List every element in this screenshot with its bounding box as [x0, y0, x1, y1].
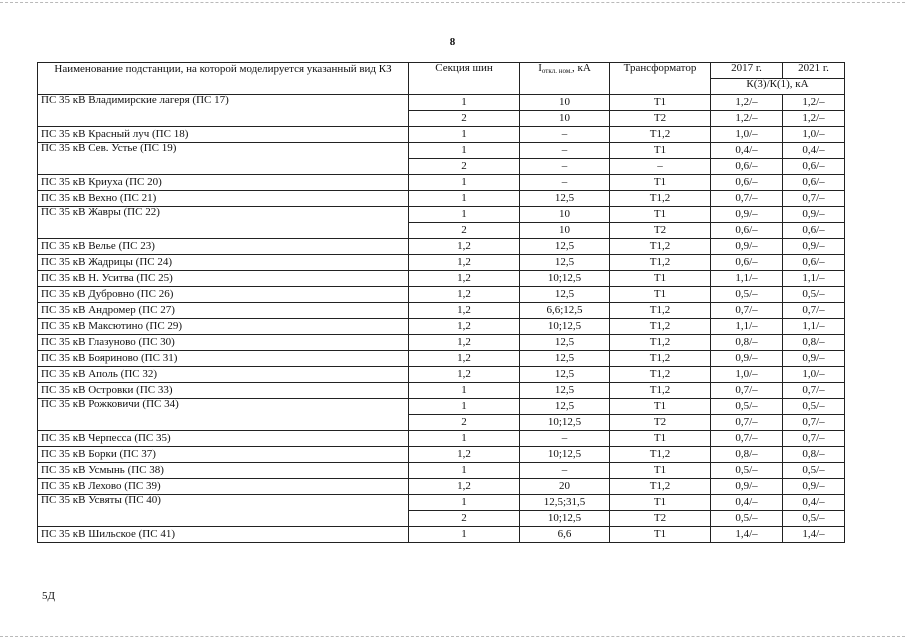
table-body — [38, 95, 845, 543]
current-cell: – — [520, 159, 610, 175]
section-cell: 1 — [409, 431, 520, 447]
table-row — [38, 351, 845, 367]
current-cell: – — [520, 127, 610, 143]
kz-2017-cell: 0,6/– — [711, 175, 783, 191]
table-row — [38, 527, 845, 543]
substation-name-cell: ПС 35 кВ Островки (ПС 33) — [38, 383, 409, 399]
substation-name-cell: ПС 35 кВ Борки (ПС 37) — [38, 447, 409, 463]
header-transformer: Трансформатор — [610, 63, 711, 95]
kz-2017-cell: 0,9/– — [711, 351, 783, 367]
kz-2021-cell: 0,5/– — [783, 287, 845, 303]
transformer-cell: Т1 — [610, 495, 711, 511]
kz-2021-cell: 1,1/– — [783, 271, 845, 287]
section-cell: 1 — [409, 127, 520, 143]
kz-2021-cell: 0,4/– — [783, 143, 845, 159]
section-cell: 1,2 — [409, 351, 520, 367]
current-cell: 10;12,5 — [520, 415, 610, 431]
substation-name-cell: ПС 35 кВ Вехно (ПС 21) — [38, 191, 409, 207]
kz-2017-cell: 0,6/– — [711, 255, 783, 271]
section-cell: 1 — [409, 143, 520, 159]
kz-2017-cell: 1,1/– — [711, 271, 783, 287]
section-cell: 1,2 — [409, 239, 520, 255]
kz-2021-cell: 0,5/– — [783, 399, 845, 415]
kz-2017-cell: 0,7/– — [711, 191, 783, 207]
kz-2017-cell: 0,5/– — [711, 463, 783, 479]
current-cell: 12,5;31,5 — [520, 495, 610, 511]
current-cell: 10;12,5 — [520, 511, 610, 527]
substation-name-cell: ПС 35 кВ Криуха (ПС 20) — [38, 175, 409, 191]
table-row — [38, 287, 845, 303]
kz-2017-cell: 0,9/– — [711, 207, 783, 223]
current-cell: – — [520, 143, 610, 159]
substation-name-cell: ПС 35 кВ Шильское (ПС 41) — [38, 527, 409, 543]
substation-name-cell: ПС 35 кВ Красный луч (ПС 18) — [38, 127, 409, 143]
section-cell: 1,2 — [409, 271, 520, 287]
kz-2021-cell: 0,6/– — [783, 159, 845, 175]
section-cell: 1 — [409, 175, 520, 191]
current-cell: 12,5 — [520, 335, 610, 351]
table-row — [38, 95, 845, 111]
kz-2017-cell: 0,4/– — [711, 495, 783, 511]
header-current-symbol: I — [538, 62, 542, 74]
section-cell: 1 — [409, 383, 520, 399]
current-cell: 6,6 — [520, 527, 610, 543]
current-cell: 12,5 — [520, 239, 610, 255]
kz-2017-cell: 0,9/– — [711, 239, 783, 255]
kz-2021-cell: 0,7/– — [783, 415, 845, 431]
kz-2017-cell: 0,5/– — [711, 399, 783, 415]
substation-name-cell: ПС 35 кВ Андромер (ПС 27) — [38, 303, 409, 319]
header-bus-section: Секция шин — [409, 63, 520, 95]
transformer-cell: Т1 — [610, 175, 711, 191]
transformer-cell: Т1 — [610, 527, 711, 543]
current-cell: – — [520, 431, 610, 447]
transformer-cell: Т1,2 — [610, 303, 711, 319]
scan-edge-top — [0, 2, 905, 3]
current-cell: 12,5 — [520, 367, 610, 383]
kz-2017-cell: 0,7/– — [711, 431, 783, 447]
kz-2021-cell: 1,2/– — [783, 95, 845, 111]
kz-2021-cell: 0,9/– — [783, 479, 845, 495]
table-row — [38, 479, 845, 495]
substation-name-cell: ПС 35 кВ Усвяты (ПС 40) — [38, 495, 409, 527]
substation-name-cell: ПС 35 кВ Дубровно (ПС 26) — [38, 287, 409, 303]
substation-name-cell: ПС 35 кВ Велье (ПС 23) — [38, 239, 409, 255]
section-cell: 1 — [409, 191, 520, 207]
kz-2021-cell: 0,7/– — [783, 303, 845, 319]
section-cell: 1 — [409, 527, 520, 543]
transformer-cell: Т1,2 — [610, 319, 711, 335]
transformer-cell: Т1 — [610, 287, 711, 303]
current-cell: 12,5 — [520, 191, 610, 207]
kz-2017-cell: 1,0/– — [711, 127, 783, 143]
footer-code: 5Д — [42, 590, 56, 602]
section-cell: 1,2 — [409, 255, 520, 271]
transformer-cell: Т2 — [610, 223, 711, 239]
transformer-cell: Т1 — [610, 95, 711, 111]
table-row — [38, 367, 845, 383]
page-number: 8 — [449, 36, 456, 48]
table-row — [38, 495, 845, 511]
current-cell: – — [520, 463, 610, 479]
transformer-cell: Т1,2 — [610, 335, 711, 351]
transformer-cell: Т1,2 — [610, 479, 711, 495]
header-year-2021: 2021 г. — [783, 63, 845, 79]
section-cell: 1 — [409, 95, 520, 111]
current-cell: 10 — [520, 207, 610, 223]
transformer-cell: Т1,2 — [610, 127, 711, 143]
table-row — [38, 127, 845, 143]
substation-name-cell: ПС 35 кВ Черпесса (ПС 35) — [38, 431, 409, 447]
table-row — [38, 319, 845, 335]
transformer-cell: Т1 — [610, 463, 711, 479]
current-cell: 12,5 — [520, 383, 610, 399]
section-cell: 1 — [409, 207, 520, 223]
header-current-subscript: откл. ном. — [541, 67, 573, 75]
table-row — [38, 335, 845, 351]
substation-name-cell: ПС 35 кВ Владимирские лагеря (ПС 17) — [38, 95, 409, 127]
table-header — [38, 63, 845, 95]
current-cell: 10 — [520, 111, 610, 127]
kz-2021-cell: 0,8/– — [783, 447, 845, 463]
header-breaking-current — [520, 63, 610, 95]
transformer-cell: Т1,2 — [610, 351, 711, 367]
kz-2017-cell: 1,1/– — [711, 319, 783, 335]
header-current-unit: , кА — [572, 62, 591, 74]
section-cell: 1,2 — [409, 287, 520, 303]
table-row — [38, 447, 845, 463]
transformer-cell: Т1,2 — [610, 447, 711, 463]
substation-name-cell: ПС 35 кВ Жавры (ПС 22) — [38, 207, 409, 239]
table-row — [38, 431, 845, 447]
current-cell: 6,6;12,5 — [520, 303, 610, 319]
transformer-cell: Т1 — [610, 399, 711, 415]
table-row — [38, 175, 845, 191]
table-row — [38, 207, 845, 223]
table-row — [38, 463, 845, 479]
section-cell: 2 — [409, 511, 520, 527]
substation-name-cell: ПС 35 кВ Жадрицы (ПС 24) — [38, 255, 409, 271]
transformer-cell: Т1 — [610, 143, 711, 159]
current-cell: 10;12,5 — [520, 447, 610, 463]
table-row — [38, 303, 845, 319]
transformer-cell: – — [610, 159, 711, 175]
kz-2017-cell: 0,8/– — [711, 335, 783, 351]
kz-2021-cell: 0,8/– — [783, 335, 845, 351]
kz-2021-cell: 0,7/– — [783, 383, 845, 399]
kz-2017-cell: 0,4/– — [711, 143, 783, 159]
transformer-cell: Т1,2 — [610, 239, 711, 255]
section-cell: 2 — [409, 159, 520, 175]
kz-2021-cell: 0,9/– — [783, 351, 845, 367]
header-kz-unit: К(3)/К(1), кА — [711, 79, 845, 95]
substation-name-cell: ПС 35 кВ Бояриново (ПС 31) — [38, 351, 409, 367]
section-cell: 2 — [409, 223, 520, 239]
section-cell: 1,2 — [409, 367, 520, 383]
kz-2021-cell: 0,5/– — [783, 463, 845, 479]
section-cell: 1,2 — [409, 447, 520, 463]
kz-2017-cell: 1,2/– — [711, 95, 783, 111]
transformer-cell: Т1 — [610, 431, 711, 447]
section-cell: 2 — [409, 415, 520, 431]
section-cell: 1 — [409, 463, 520, 479]
scan-edge-bottom — [0, 636, 905, 637]
header-year-2017: 2017 г. — [711, 63, 783, 79]
kz-2021-cell: 0,5/– — [783, 511, 845, 527]
kz-2021-cell: 1,2/– — [783, 111, 845, 127]
kz-2021-cell: 0,4/– — [783, 495, 845, 511]
kz-2021-cell: 1,0/– — [783, 367, 845, 383]
transformer-cell: Т2 — [610, 511, 711, 527]
substation-name-cell: ПС 35 кВ Максютино (ПС 29) — [38, 319, 409, 335]
table-row — [38, 399, 845, 415]
table-row — [38, 383, 845, 399]
transformer-cell: Т2 — [610, 415, 711, 431]
current-cell: 10 — [520, 95, 610, 111]
current-cell: 10;12,5 — [520, 319, 610, 335]
kz-2017-cell: 0,5/– — [711, 287, 783, 303]
kz-2017-cell: 0,6/– — [711, 159, 783, 175]
kz-2021-cell: 0,6/– — [783, 223, 845, 239]
substation-name-cell: ПС 35 кВ Сев. Устье (ПС 19) — [38, 143, 409, 175]
substation-name-cell: ПС 35 кВ Глазуново (ПС 30) — [38, 335, 409, 351]
section-cell: 1,2 — [409, 335, 520, 351]
current-cell: 20 — [520, 479, 610, 495]
header-substation-name: Наименование подстанции, на которой моделируется указанный вид КЗ — [38, 63, 409, 95]
kz-2021-cell: 0,9/– — [783, 207, 845, 223]
substation-name-cell: ПС 35 кВ Аполь (ПС 32) — [38, 367, 409, 383]
kz-2021-cell: 0,6/– — [783, 255, 845, 271]
kz-2021-cell: 1,4/– — [783, 527, 845, 543]
transformer-cell: Т1,2 — [610, 255, 711, 271]
substation-name-cell: ПС 35 кВ Рожковичи (ПС 34) — [38, 399, 409, 431]
table-row — [38, 143, 845, 159]
transformer-cell: Т1 — [610, 271, 711, 287]
kz-2021-cell: 0,6/– — [783, 175, 845, 191]
kz-2017-cell: 0,8/– — [711, 447, 783, 463]
substation-name-cell: ПС 35 кВ Усмынь (ПС 38) — [38, 463, 409, 479]
substation-name-cell: ПС 35 кВ Н. Уситва (ПС 25) — [38, 271, 409, 287]
current-cell: 10 — [520, 223, 610, 239]
kz-2021-cell: 0,7/– — [783, 431, 845, 447]
kz-2017-cell: 0,7/– — [711, 383, 783, 399]
kz-2017-cell: 0,6/– — [711, 223, 783, 239]
current-cell: – — [520, 175, 610, 191]
transformer-cell: Т2 — [610, 111, 711, 127]
current-cell: 12,5 — [520, 399, 610, 415]
table-row — [38, 239, 845, 255]
table-row — [38, 191, 845, 207]
kz-2017-cell: 0,7/– — [711, 415, 783, 431]
kz-2017-cell: 0,9/– — [711, 479, 783, 495]
section-cell: 1,2 — [409, 303, 520, 319]
kz-2021-cell: 0,7/– — [783, 191, 845, 207]
substation-name-cell: ПС 35 кВ Лехово (ПС 39) — [38, 479, 409, 495]
kz-2021-cell: 0,9/– — [783, 239, 845, 255]
kz-2017-cell: 1,4/– — [711, 527, 783, 543]
current-cell: 12,5 — [520, 255, 610, 271]
current-cell: 12,5 — [520, 351, 610, 367]
kz-2021-cell: 1,1/– — [783, 319, 845, 335]
kz-2021-cell: 1,0/– — [783, 127, 845, 143]
transformer-cell: Т1,2 — [610, 367, 711, 383]
transformer-cell: Т1,2 — [610, 191, 711, 207]
kz-2017-cell: 1,2/– — [711, 111, 783, 127]
transformer-cell: Т1,2 — [610, 383, 711, 399]
short-circuit-table — [37, 62, 845, 543]
kz-2017-cell: 0,7/– — [711, 303, 783, 319]
kz-2017-cell: 0,5/– — [711, 511, 783, 527]
section-cell: 1,2 — [409, 479, 520, 495]
current-cell: 12,5 — [520, 287, 610, 303]
section-cell: 1 — [409, 495, 520, 511]
section-cell: 1,2 — [409, 319, 520, 335]
section-cell: 2 — [409, 111, 520, 127]
kz-2017-cell: 1,0/– — [711, 367, 783, 383]
section-cell: 1 — [409, 399, 520, 415]
table-row — [38, 271, 845, 287]
table-row — [38, 255, 845, 271]
current-cell: 10;12,5 — [520, 271, 610, 287]
transformer-cell: Т1 — [610, 207, 711, 223]
